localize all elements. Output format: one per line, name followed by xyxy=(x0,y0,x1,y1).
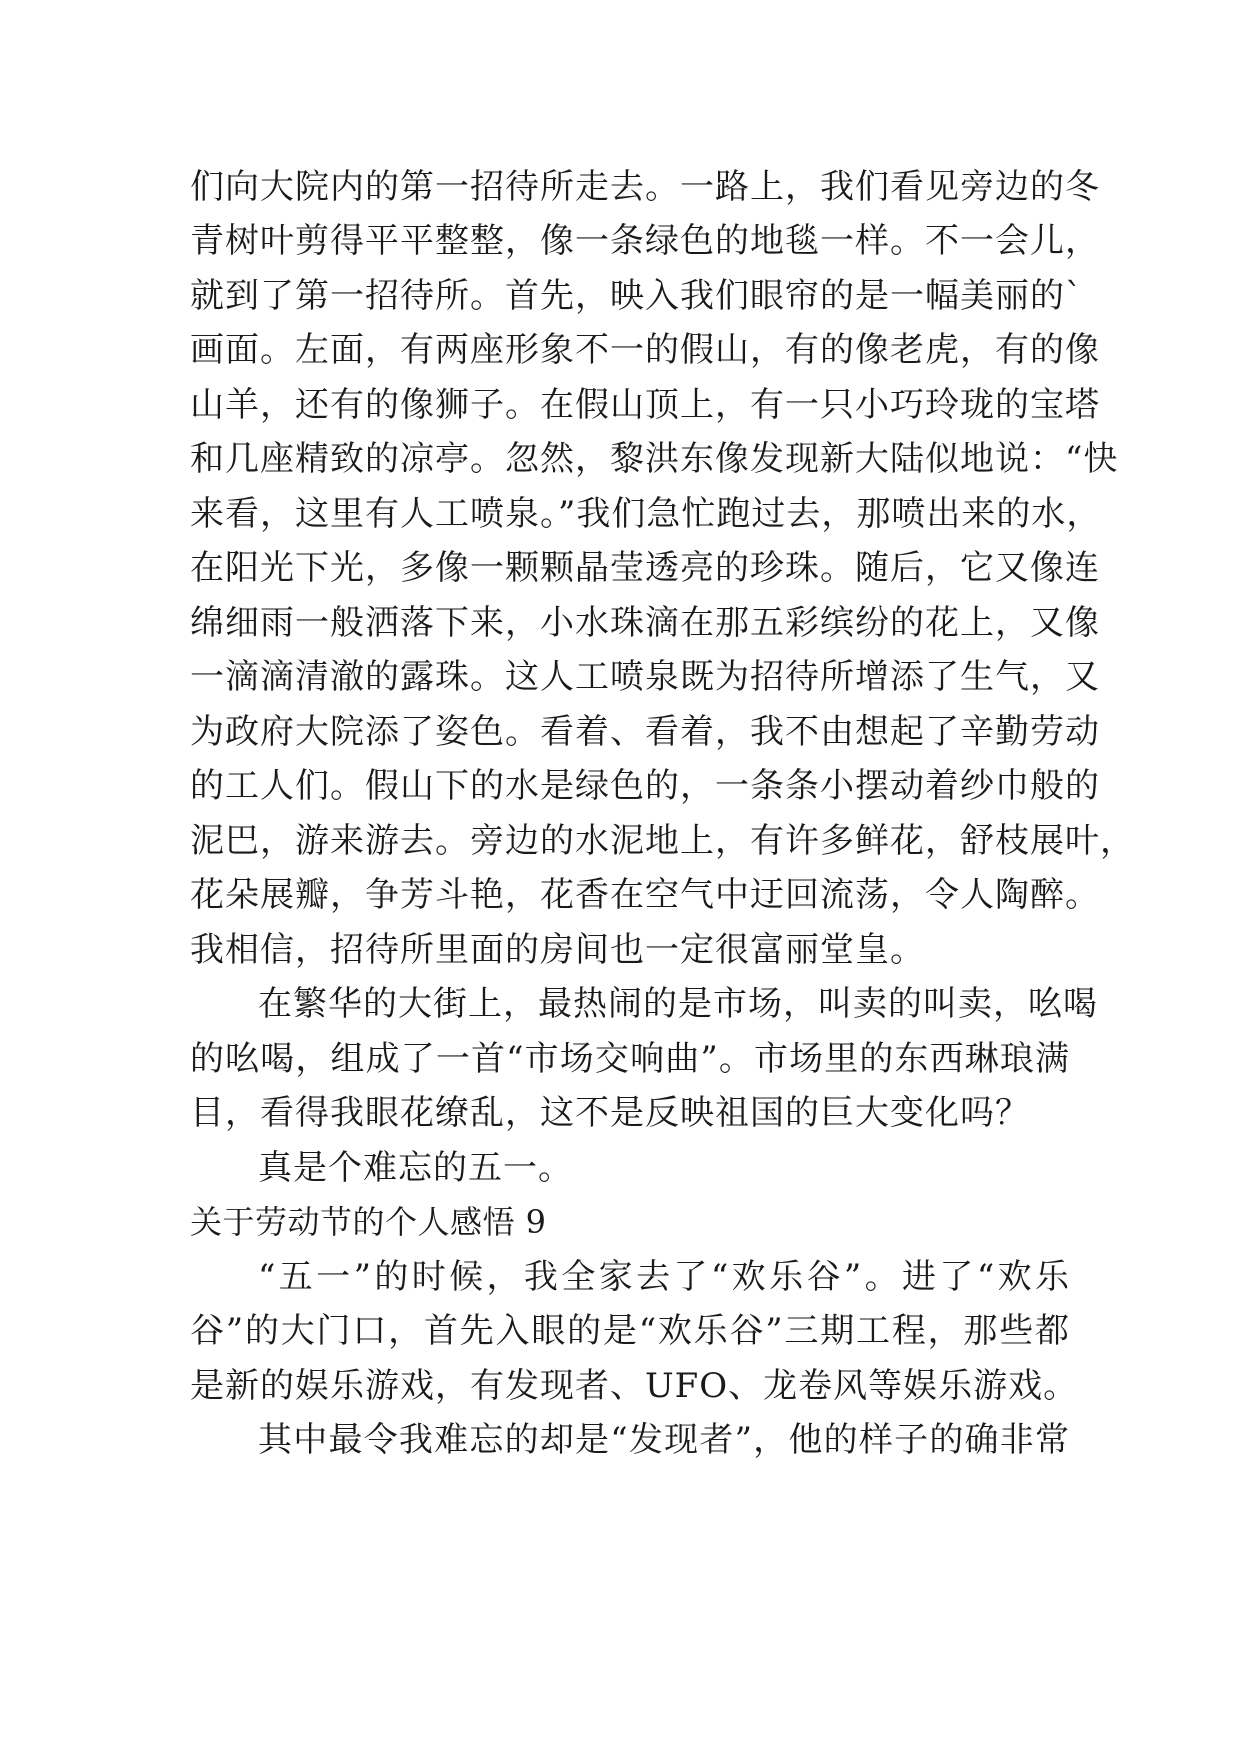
paragraph-start-line: “五一”的时候，我全家去了“欢乐谷”。进了“欢乐 xyxy=(258,1257,1070,1297)
text-line-4: 画面。左面，有两座形象不一的假山，有的像老虎，有的像 xyxy=(190,330,1100,370)
text-line-10: 一滴滴清澈的露珠。这人工喷泉既为招待所增添了生气，又 xyxy=(190,657,1100,697)
text-line-7: 来看，这里有人工喷泉。”我们急忙跑过去，那喷出来的水， xyxy=(190,494,1102,534)
paragraph-start-line: 真是个难忘的五一。 xyxy=(258,1148,573,1188)
text-line-8: 在阳光下光，多像一颗颗晶莹透亮的珍珠。随后，它又像连 xyxy=(190,548,1100,588)
paragraph-start-line: 在繁华的大街上，最热闹的是市场，叫卖的叫卖，吆喝 xyxy=(258,984,1098,1024)
text-line-5: 山羊，还有的像狮子。在假山顶上，有一只小巧玲珑的宝塔 xyxy=(190,385,1100,425)
text-line-14: 花朵展瓣，争芳斗艳，花香在空气中迂回流荡，令人陶醉。 xyxy=(190,875,1100,915)
text-line-2: 青树叶剪得平平整整，像一条绿色的地毯一样。不一会儿， xyxy=(190,221,1100,261)
text-line-6: 和几座精致的凉亭。忽然，黎洪东像发现新大陆似地说：“快 xyxy=(190,439,1119,479)
text-line-3: 就到了第一招待所。首先，映入我们眼帘的是一幅美丽的` xyxy=(190,276,1083,316)
text-line-15: 我相信，招待所里面的房间也一定很富丽堂皇。 xyxy=(190,930,925,970)
text-line-22: 谷”的大门口，首先入眼的是“欢乐谷”三期工程，那些都 xyxy=(190,1311,1070,1351)
text-line-9: 绵细雨一般洒落下来，小水珠滴在那五彩缤纷的花上，又像 xyxy=(190,603,1100,643)
text-line-18: 目，看得我眼花缭乱，这不是反映祖国的巨大变化吗？ xyxy=(190,1093,1030,1133)
text-line-12: 的工人们。假山下的水是绿色的，一条条小摆动着纱巾般的 xyxy=(190,766,1100,806)
text-line-17: 的吆喝，组成了一首“市场交响曲”。市场里的东西琳琅满 xyxy=(190,1039,1070,1079)
text-line-1: 们向大院内的第一招待所走去。一路上，我们看见旁边的冬 xyxy=(190,167,1100,207)
text-line-23: 是新的娱乐游戏，有发现者、UFO、龙卷风等娱乐游戏。 xyxy=(190,1366,1079,1406)
section-heading: 关于劳动节的个人感悟 9 xyxy=(190,1203,547,1241)
text-line-13: 泥巴，游来游去。旁边的水泥地上，有许多鲜花，舒枝展叶， xyxy=(190,821,1135,861)
paragraph-start-line: 其中最令我难忘的却是“发现者”，他的样子的确非常 xyxy=(258,1420,1070,1460)
text-line-11: 为政府大院添了姿色。看着、看着，我不由想起了辛勤劳动 xyxy=(190,712,1100,752)
